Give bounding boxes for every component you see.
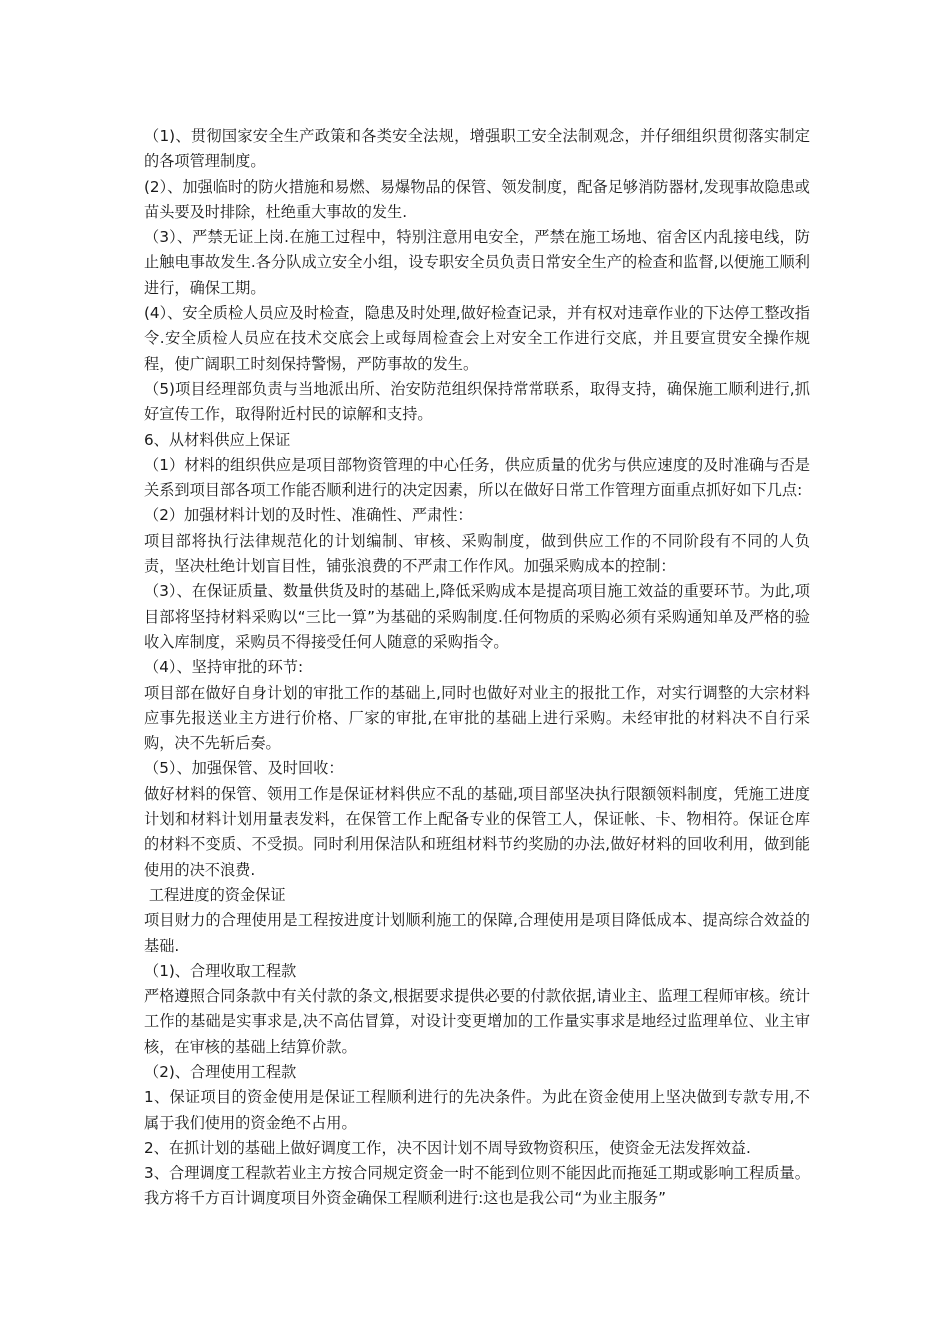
paragraph-material-4-body: 项目部在做好自身计划的审批工作的基础上,同时也做好对业主的报批工作，对实行调整的大宗材料应事先报送业主方进行价格、厂家的审批,在审批的基础上进行采购。未经审批的材料决不自行采购，决不先斩后奏。 bbox=[144, 683, 810, 753]
paragraph-material-2-body: 项目部将执行法律规范化的计划编制、审核、采购制度，做到供应工作的不同阶段有不同的人负责，坚决杜绝计划盲目性，铺张浪费的不严肃工作作风。加强采购成本的控制： bbox=[144, 531, 810, 576]
paragraph-material-3: （3）、在保证质量、数量供货及时的基础上,降低采购成本是提高项目施工效益的重要环节。为此,项目部将坚持材料采购以“三比一算”为基础的采购制度.任何物质的采购必须有采购通知单及严格的验收入库制度，采购员不得接受任何人随意的采购指令。 bbox=[144, 582, 810, 651]
paragraph-material-2-title: （2）加强材料计划的及时性、准确性、严肃性： bbox=[144, 506, 473, 525]
paragraph-safety-1: （1)、贯彻国家安全生产政策和各类安全法规，增强职工安全法制观念，并仔细组织贯彻落实制定的各项管理制度。 bbox=[144, 127, 810, 171]
paragraph-funding-item-3: 3、合理调度工程款若业主方按合同规定资金一时不能到位则不能因此而拖延工期或影响工程质量。我方将千方百计调度项目外资金确保工程顺利进行:这也是我公司“为业主服务” bbox=[144, 1164, 810, 1208]
paragraph-material-4-title: （4）、坚持审批的环节: bbox=[144, 658, 304, 677]
section-heading-funding: 工程进度的资金保证 bbox=[144, 885, 286, 904]
paragraph-safety-4: (4）、安全质检人员应及时检查，隐患及时处理,做好检查记录，并有权对违章作业的下达停工整改指令.安全质检人员应在技术交底会上或每周检查会上对安全工作进行交底，并且要宣贯安全操作规程，使广阔职工时刻保持警惕，严防事故的发生。 bbox=[144, 304, 810, 373]
paragraph-funding-item-2: 2、在抓计划的基础上做好调度工作，决不因计划不周导致物资积压，使资金无法发挥效益. bbox=[144, 1138, 751, 1157]
paragraph-material-5-title: （5）、加强保管、及时回收： bbox=[144, 759, 344, 778]
document-body bbox=[144, 124, 810, 1212]
paragraph-safety-5: （5)项目经理部负责与当地派出所、治安防范组织保持常常联系，取得支持，确保施工顺利进行,抓好宣传工作，取得附近村民的谅解和支持。 bbox=[144, 379, 810, 424]
paragraph-material-5-body: 做好材料的保管、领用工作是保证材料供应不乱的基础,项目部坚决执行限额领料制度，凭施工进度计划和材料计划用量表发料，在保管工作上配备专业的保管工人，保证帐、卡、物相符。保证仓库的材料不变质、不受损。同时利用保洁队和班组材料节约奖励的办法,做好材料的回收利用，做到能使用的决不浪费. bbox=[144, 784, 810, 879]
paragraph-funding-item-1: 1、保证项目的资金使用是保证工程顺利进行的先决条件。为此在资金使用上坚决做到专款专用,不属于我们使用的资金绝不占用。 bbox=[144, 1088, 810, 1132]
paragraph-material-1: （1）材料的组织供应是项目部物资管理的中心任务，供应质量的优劣与供应速度的及时准确与否是关系到项目部各项工作能否顺利进行的决定因素，所以在做好日常工作管理方面重点抓好如下几点: bbox=[144, 455, 810, 500]
paragraph-funding-2-title: （2)、合理使用工程款 bbox=[144, 1062, 297, 1081]
paragraph-funding-intro: 项目财力的合理使用是工程按进度计划顺利施工的保障,合理使用是项目降低成本、提高综合效益的基础. bbox=[144, 911, 810, 955]
paragraph-safety-3: （3）、严禁无证上岗.在施工过程中，特别注意用电安全，严禁在施工场地、宿舍区内乱接电线，防止触电事故发生.各分队成立安全小组，设专职安全员负责日常安全生产的检查和监督,以便施工顺利进行，确保工期。 bbox=[144, 228, 810, 297]
paragraph-funding-1-title: （1)、合理收取工程款 bbox=[144, 961, 297, 980]
section-heading-material-supply: 6、从材料供应上保证 bbox=[144, 430, 291, 449]
paragraph-funding-1-body: 严格遵照合同条款中有关付款的条文,根据要求提供必要的付款依据,请业主、监理工程师审核。统计工作的基础是实事求是,决不高估冒算，对设计变更增加的工作量实事求是地经过监理单位、业主审核，在审核的基础上结算价款。 bbox=[144, 987, 810, 1056]
paragraph-safety-2: (2）、加强临时的防火措施和易燃、易爆物品的保管、领发制度，配备足够消防器材,发现事故隐患或苗头要及时排除，杜绝重大事故的发生. bbox=[144, 177, 810, 221]
